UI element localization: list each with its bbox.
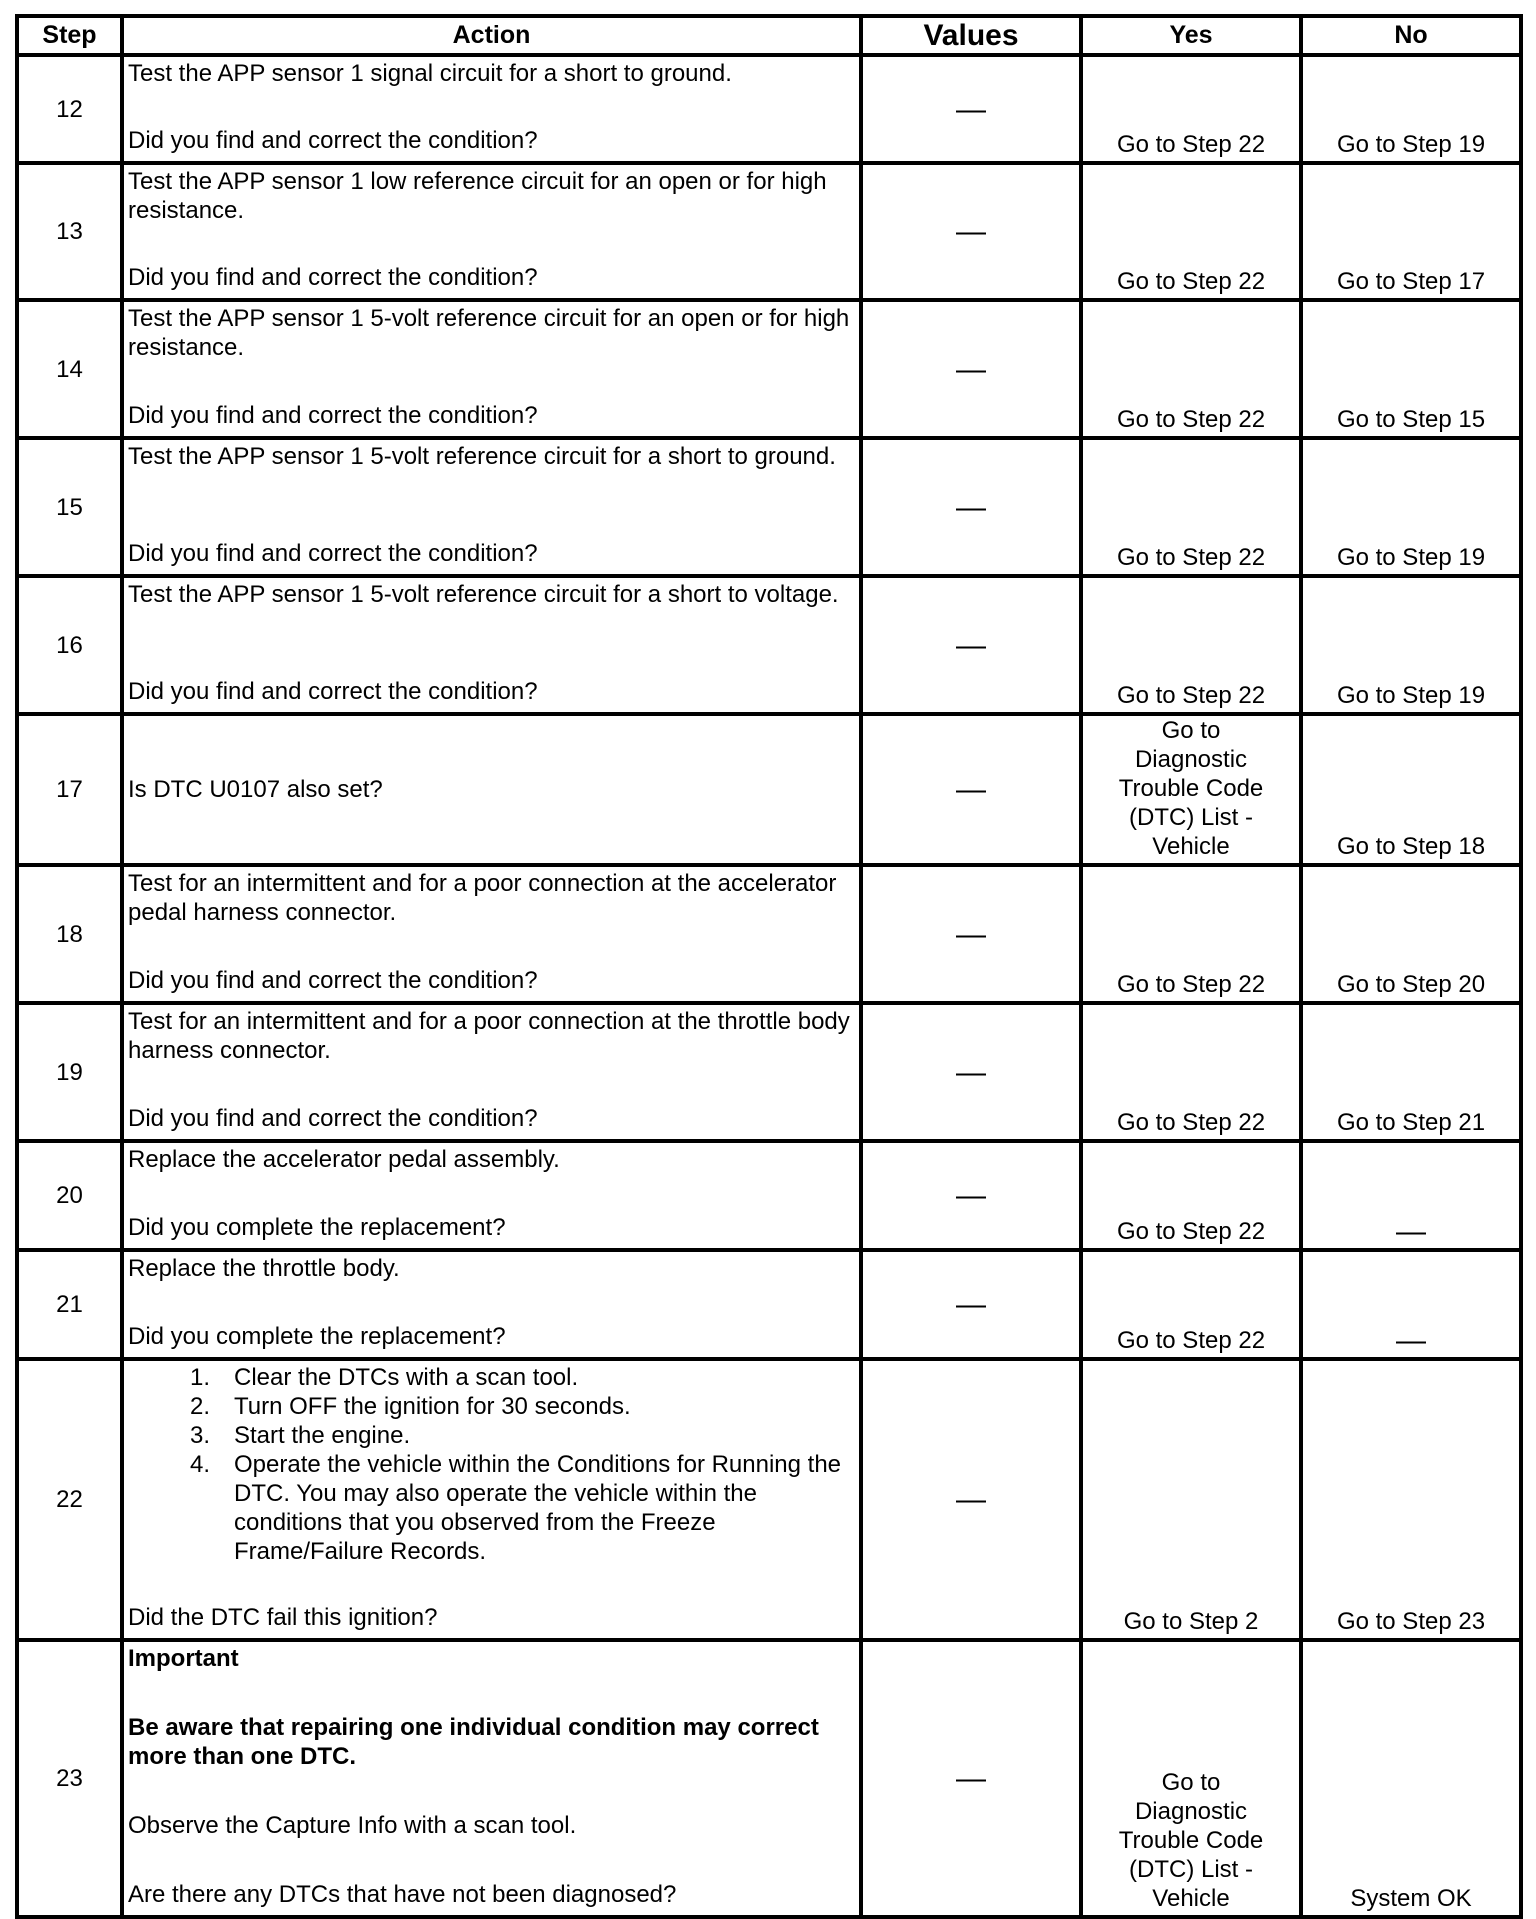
action-question: Are there any DTCs that have not been diagnosed? xyxy=(128,1881,677,1908)
yes-link[interactable]: Go to Step 22 xyxy=(1116,1218,1266,1245)
values-cell: — xyxy=(861,55,1081,163)
no-cell xyxy=(1301,1640,1521,1917)
action-question: Did you find and correct the condition? xyxy=(128,540,538,567)
step-number: 22 xyxy=(17,1359,122,1640)
table-row xyxy=(17,865,1521,1003)
yes-cell xyxy=(1081,55,1301,163)
list-item: 3. Start the engine. xyxy=(189,1422,411,1449)
no-link[interactable]: Go to Step 19 xyxy=(1336,131,1486,158)
table-row xyxy=(17,714,1521,865)
yes-cell xyxy=(1081,438,1301,576)
action-question: Did you find and correct the condition? xyxy=(128,402,538,429)
table-row xyxy=(17,576,1521,714)
yes-cell xyxy=(1081,576,1301,714)
action-question: Did the DTC fail this ignition? xyxy=(128,1604,438,1631)
table-row xyxy=(17,438,1521,576)
action-text: Test the APP sensor 1 5-volt reference circuit for an open or for high resistance. xyxy=(128,305,850,361)
action-text: Test for an intermittent and for a poor connection at the accelerator pedal harness connector. xyxy=(128,870,837,926)
yes-link[interactable]: Go to Diagnostic Trouble Code (DTC) List - Vehicle xyxy=(1118,717,1264,860)
no-link[interactable]: Go to Step 19 xyxy=(1336,682,1486,709)
no-link[interactable]: Go to Step 17 xyxy=(1336,268,1486,295)
action-question: Is DTC U0107 also set? xyxy=(128,776,383,803)
yes-link[interactable]: Go to Step 2 xyxy=(1123,1608,1259,1635)
action-text: Test the APP sensor 1 low reference circuit for an open or for high resistance. xyxy=(128,168,827,224)
yes-cell xyxy=(1081,1640,1301,1917)
values-cell: — xyxy=(861,576,1081,714)
yes-cell xyxy=(1081,300,1301,438)
yes-cell xyxy=(1081,163,1301,300)
table-row xyxy=(17,1359,1521,1640)
header-no: No xyxy=(1301,16,1521,55)
yes-cell xyxy=(1081,714,1301,865)
table-row xyxy=(17,1003,1521,1141)
yes-link[interactable]: Go to Step 22 xyxy=(1116,1327,1266,1354)
no-link[interactable]: Go to Step 18 xyxy=(1336,833,1486,860)
step-number: 20 xyxy=(17,1141,122,1250)
values-cell: — xyxy=(861,1250,1081,1359)
values-cell: — xyxy=(861,1640,1081,1917)
values-cell: — xyxy=(861,1141,1081,1250)
important-text: Be aware that repairing one individual condition may correct more than one DTC. xyxy=(128,1714,819,1770)
table-row xyxy=(17,1250,1521,1359)
list-item: 1. Clear the DTCs with a scan tool. xyxy=(189,1364,579,1391)
step-number: 21 xyxy=(17,1250,122,1359)
no-cell xyxy=(1301,1359,1521,1640)
step-number: 12 xyxy=(17,55,122,163)
table-row xyxy=(17,1640,1521,1917)
no-value: — xyxy=(1396,1324,1426,1357)
action-question: Did you find and correct the condition? xyxy=(128,678,538,705)
header-action: Action xyxy=(122,16,861,55)
action-question: Did you find and correct the condition? xyxy=(128,1105,538,1132)
action-text: Replace the accelerator pedal assembly. xyxy=(128,1146,560,1173)
header-step: Step xyxy=(17,16,122,55)
values-cell: — xyxy=(861,438,1081,576)
yes-cell xyxy=(1081,865,1301,1003)
step-number: 13 xyxy=(17,163,122,300)
action-question: Did you find and correct the condition? xyxy=(128,264,538,291)
no-cell xyxy=(1301,438,1521,576)
yes-cell xyxy=(1081,1250,1301,1359)
values-cell: — xyxy=(861,714,1081,865)
yes-link[interactable]: Go to Step 22 xyxy=(1116,971,1266,998)
yes-link[interactable]: Go to Step 22 xyxy=(1116,1109,1266,1136)
list-item: 4. Operate the vehicle within the Conditions for Running the DTC. You may also operate the vehicle within the conditions that you observed from the Freeze Frame/Failure Records. xyxy=(189,1451,842,1565)
table-row xyxy=(17,55,1521,163)
no-cell xyxy=(1301,300,1521,438)
table-row xyxy=(17,163,1521,300)
yes-cell xyxy=(1081,1003,1301,1141)
yes-link[interactable]: Go to Step 22 xyxy=(1116,544,1266,571)
no-link[interactable]: Go to Step 21 xyxy=(1336,1109,1486,1136)
step-number: 18 xyxy=(17,865,122,1003)
action-question: Did you complete the replacement? xyxy=(128,1214,506,1241)
action-question: Did you find and correct the condition? xyxy=(128,127,538,154)
values-cell: — xyxy=(861,1359,1081,1640)
action-text: Test the APP sensor 1 5-volt reference circuit for a short to ground. xyxy=(128,443,836,470)
yes-link[interactable]: Go to Step 22 xyxy=(1116,131,1266,158)
step-number: 17 xyxy=(17,714,122,865)
step-number: 14 xyxy=(17,300,122,438)
action-question: Did you complete the replacement? xyxy=(128,1323,506,1350)
header-values: Values xyxy=(861,16,1081,55)
header-yes: Yes xyxy=(1081,16,1301,55)
no-cell xyxy=(1301,714,1521,865)
action-text: Test for an intermittent and for a poor connection at the throttle body harness connector. xyxy=(128,1008,850,1064)
no-cell xyxy=(1301,865,1521,1003)
diagnostic-table xyxy=(15,14,1523,1919)
step-number: 19 xyxy=(17,1003,122,1141)
yes-link[interactable]: Go to Step 22 xyxy=(1116,268,1266,295)
yes-cell xyxy=(1081,1359,1301,1640)
table-row xyxy=(17,300,1521,438)
procedure-list xyxy=(128,1363,855,1566)
table-row xyxy=(17,1141,1521,1250)
values-cell: — xyxy=(861,300,1081,438)
values-cell: — xyxy=(861,865,1081,1003)
no-cell xyxy=(1301,163,1521,300)
action-text: Observe the Capture Info with a scan tool. xyxy=(128,1812,577,1839)
no-link[interactable]: Go to Step 23 xyxy=(1336,1608,1486,1635)
no-cell xyxy=(1301,55,1521,163)
action-question: Did you find and correct the condition? xyxy=(128,967,538,994)
step-number: 16 xyxy=(17,576,122,714)
no-cell xyxy=(1301,576,1521,714)
no-cell xyxy=(1301,1250,1521,1359)
no-link[interactable]: Go to Step 20 xyxy=(1336,971,1486,998)
no-cell xyxy=(1301,1141,1521,1250)
values-cell: — xyxy=(861,1003,1081,1141)
important-title: Important xyxy=(128,1645,239,1672)
action-text: Test the APP sensor 1 signal circuit for a short to ground. xyxy=(128,60,732,87)
no-value: — xyxy=(1396,1215,1426,1248)
list-item: 2. Turn OFF the ignition for 30 seconds. xyxy=(189,1393,631,1420)
no-link[interactable]: Go to Step 19 xyxy=(1336,544,1486,571)
no-cell xyxy=(1301,1003,1521,1141)
values-cell: — xyxy=(861,163,1081,300)
yes-link[interactable]: Go to Step 22 xyxy=(1116,682,1266,709)
action-text: Replace the throttle body. xyxy=(128,1255,400,1282)
yes-cell xyxy=(1081,1141,1301,1250)
step-number: 15 xyxy=(17,438,122,576)
yes-link[interactable]: Go to Step 22 xyxy=(1116,406,1266,433)
step-number: 23 xyxy=(17,1640,122,1917)
no-link[interactable]: System OK xyxy=(1350,1885,1472,1912)
action-text: Test the APP sensor 1 5-volt reference circuit for a short to voltage. xyxy=(128,581,839,608)
no-link[interactable]: Go to Step 15 xyxy=(1336,406,1486,433)
yes-link[interactable]: Go to Diagnostic Trouble Code (DTC) List - Vehicle xyxy=(1118,1769,1264,1912)
header-row xyxy=(17,16,1521,55)
